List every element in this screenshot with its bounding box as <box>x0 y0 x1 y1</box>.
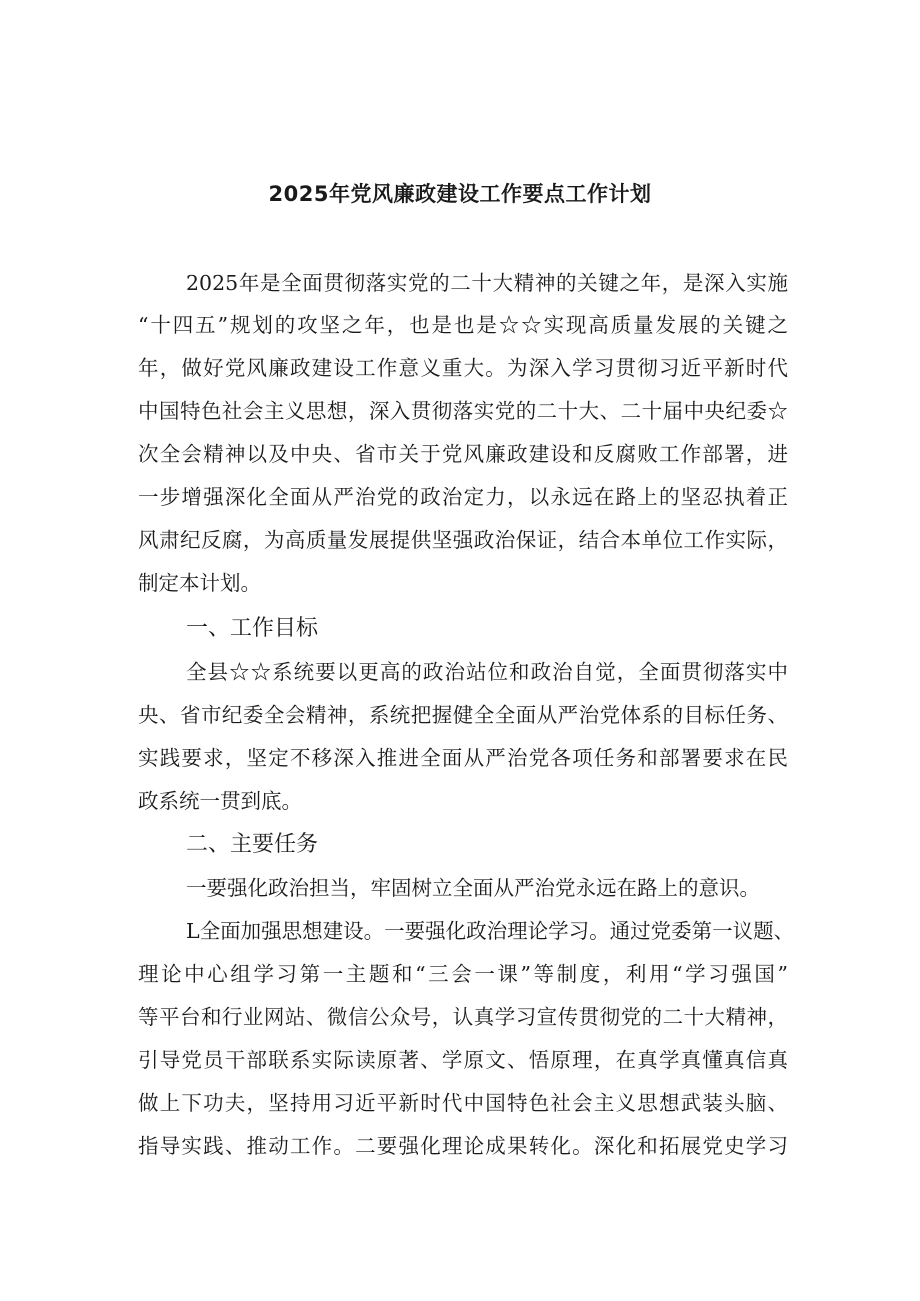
paragraph-line: 理论中心组学习第一主题和“三会一课”等制度，利用“学习强国” <box>138 962 788 986</box>
paragraph-line: 等平台和行业网站、微信公众号，认真学习宣传贯彻党的二十大精神， <box>138 1005 788 1029</box>
paragraph-line: 引导党员干部联系实际读原著、学原文、悟原理，在真学真懂真信真 <box>138 1048 788 1072</box>
paragraph-line: 政系统一贯到底。 <box>138 789 302 813</box>
paragraph-line: 制定本计划。 <box>138 571 261 595</box>
paragraph-line: 中国特色社会主义思想，深入贯彻落实党的二十大、二十届中央纪委☆ <box>138 399 788 423</box>
section-heading-goals: 一、工作目标 <box>186 616 319 641</box>
paragraph-line: 2025年是全面贯彻落实党的二十大精神的关键之年，是深入实施 <box>186 271 788 295</box>
paragraph-line: 指导实践、推动工作。二要强化理论成果转化。深化和拓展党史学习 <box>138 1134 788 1158</box>
paragraph-line: 风肃纪反腐，为高质量发展提供坚强政治保证，结合本单位工作实际， <box>138 528 788 552</box>
paragraph-line: 次全会精神以及中央、省市关于党风廉政建设和反腐败工作部署，进 <box>138 442 788 466</box>
paragraph-line: 一要强化政治担当，牢固树立全面从严治党永远在路上的意识。 <box>186 876 760 900</box>
section-heading-tasks: 二、主要任务 <box>186 832 319 857</box>
paragraph-line: 年，做好党风廉政建设工作意义重大。为深入学习贯彻习近平新时代 <box>138 356 788 380</box>
paragraph-line: 一步增强深化全面从严治党的政治定力，以永远在路上的坚忍执着正 <box>138 485 788 509</box>
paragraph-line: 实践要求，坚定不移深入推进全面从严治党各项任务和部署要求在民 <box>138 746 788 770</box>
paragraph-line: L全面加强思想建设。一要强化政治理论学习。通过党委第一议题、 <box>186 919 795 943</box>
paragraph-line: 央、省市纪委全会精神，系统把握健全全面从严治党体系的目标任务、 <box>138 703 788 727</box>
paragraph-line: 全县☆☆系统要以更高的政治站位和政治自觉，全面贯彻落实中 <box>186 660 788 684</box>
paragraph-line: 做上下功夫，坚持用习近平新时代中国特色社会主义思想武装头脑、 <box>138 1091 788 1115</box>
document-title: 2025年党风廉政建设工作要点工作计划 <box>268 182 652 206</box>
paragraph-line: “十四五”规划的攻坚之年，也是也是☆☆实现高质量发展的关键之 <box>138 313 788 337</box>
